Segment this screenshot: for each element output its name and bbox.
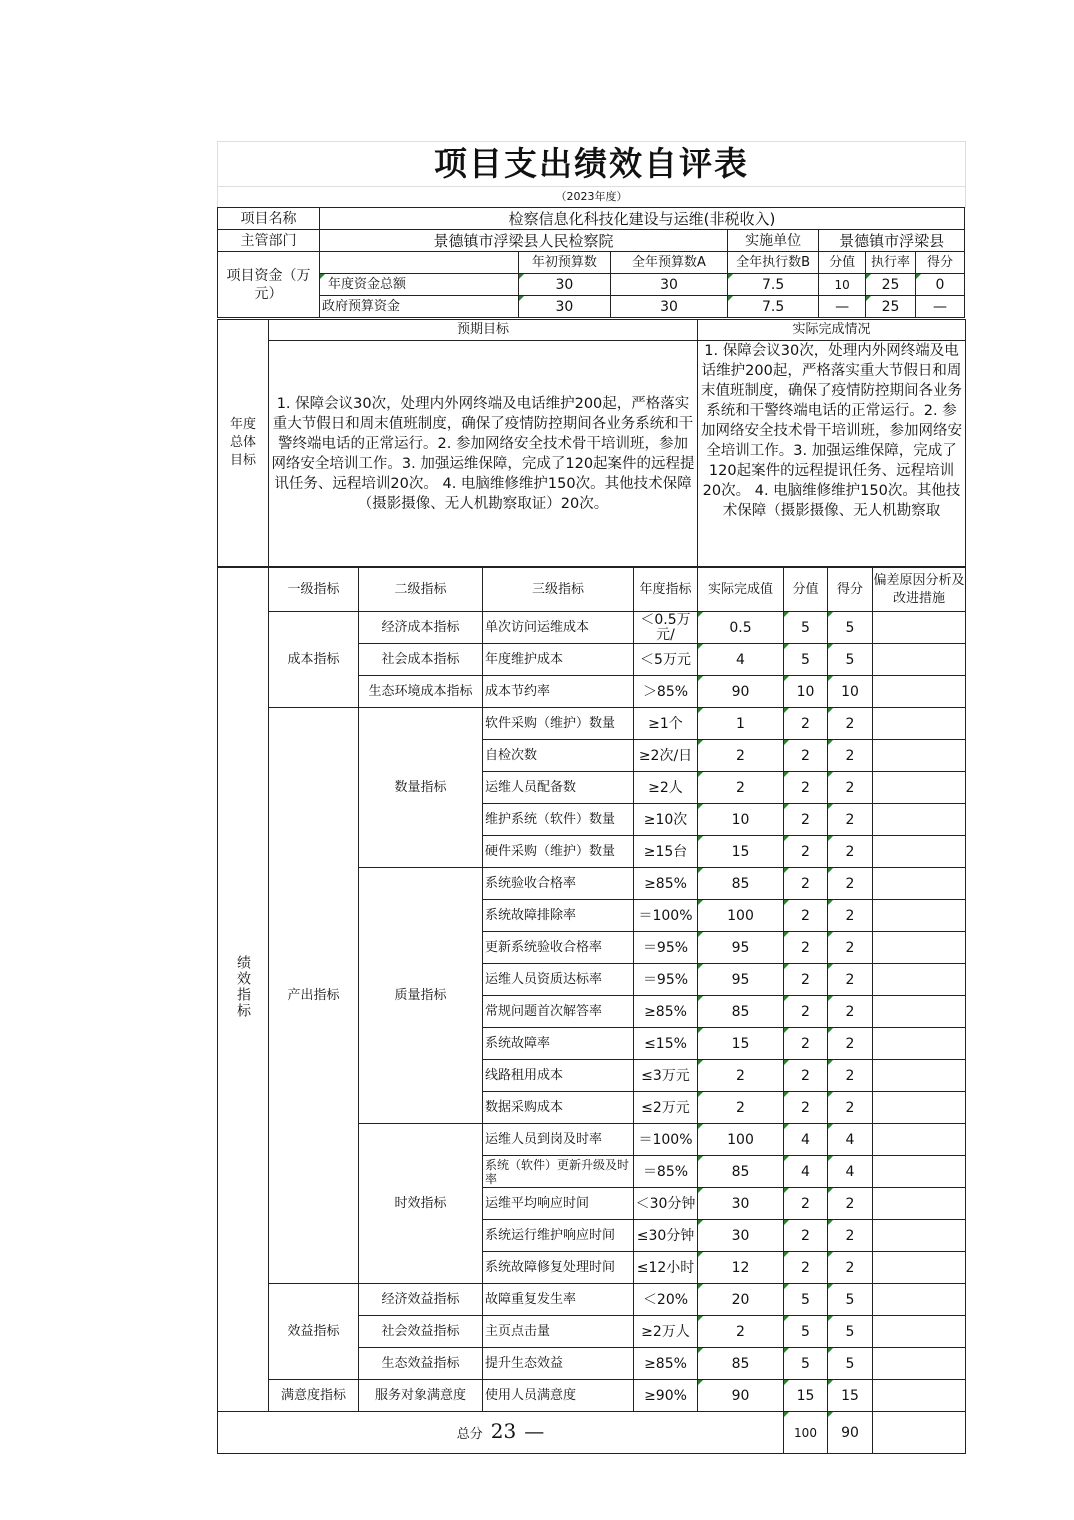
actual-value: 85 — [698, 1156, 784, 1188]
level3-indicator: 系统验收合格率 — [483, 868, 634, 900]
actual-text: 1. 保障会议30次，处理内外网终端及电话维护200起，严格落实重大节假日和周末值班制度，确保了疫情防控期间各业务系统和干警终端电话的正常运行。2. 参加网络安全技术骨干培训班，参加网络安全培训工作。3. 加强运维保障，完成了120起案件的远程提讯任务、远程培训20次。 4. 电脑维修维护150次。其他技术保障（摄影摄像、无人机勘察取 — [698, 341, 966, 567]
annual-target-text: ≥15台 — [643, 844, 688, 860]
score: 5 — [828, 644, 873, 676]
level1-indicator: 效益指标 — [269, 1284, 359, 1380]
funds-executed: 7.5 — [727, 274, 818, 296]
deviation-analysis — [873, 1380, 966, 1412]
funds-header-annual: 全年预算数A — [611, 252, 728, 274]
score: 2 — [828, 1188, 873, 1220]
actual-value: 95 — [698, 932, 784, 964]
actual-header: 实际完成情况 — [698, 320, 966, 341]
indicator-row — [218, 1284, 966, 1316]
indicator-header: 三级指标 — [483, 568, 634, 612]
score-value: 5 — [784, 1284, 828, 1316]
funds-header-score-value: 分值 — [819, 252, 866, 274]
deviation-analysis — [873, 1220, 966, 1252]
annual-target — [634, 1092, 698, 1124]
deviation-analysis — [873, 1188, 966, 1220]
level2-indicator: 经济成本指标 — [359, 612, 483, 644]
level2-indicator: 数量指标 — [359, 708, 483, 868]
actual-value: 2 — [698, 1060, 784, 1092]
level2-indicator: 质量指标 — [359, 868, 483, 1124]
level2-indicator: 时效指标 — [359, 1124, 483, 1284]
score: 4 — [828, 1124, 873, 1156]
annual-target — [634, 1124, 698, 1156]
score-value: 5 — [784, 644, 828, 676]
score: 2 — [828, 772, 873, 804]
level1-indicator: 产出指标 — [269, 708, 359, 1284]
dept-label: 主管部门 — [218, 230, 320, 252]
funds-executed: 7.5 — [727, 296, 818, 318]
annual-target-text: ＜0.5万元/ — [640, 612, 691, 643]
annual-target-text: ＜30分钟 — [635, 1196, 696, 1212]
level3-indicator: 数据采购成本 — [483, 1092, 634, 1124]
annual-target — [634, 1028, 698, 1060]
actual-value: 15 — [698, 836, 784, 868]
score-value: 2 — [784, 996, 828, 1028]
annual-target — [634, 1060, 698, 1092]
level3-indicator: 系统故障率 — [483, 1028, 634, 1060]
score-value: 2 — [784, 900, 828, 932]
funds-score: — — [915, 296, 964, 318]
score-value: 2 — [784, 1028, 828, 1060]
level2-indicator: 服务对象满意度 — [359, 1380, 483, 1412]
score: 2 — [828, 900, 873, 932]
actual-value: 20 — [698, 1284, 784, 1316]
annual-target — [634, 900, 698, 932]
deviation-analysis — [873, 836, 966, 868]
indicator-header: 二级指标 — [359, 568, 483, 612]
level3-indicator: 运维平均响应时间 — [483, 1188, 634, 1220]
project-name: 检察信息化科技化建设与运维(非税收入) — [319, 208, 964, 230]
actual-value: 2 — [698, 772, 784, 804]
level3-indicator: 维护系统（软件）数量 — [483, 804, 634, 836]
indicator-header: 年度指标 — [634, 568, 698, 612]
deviation-analysis — [873, 1156, 966, 1188]
annual-target-text: ＞85% — [642, 684, 689, 700]
annual-target-text: ≤3万元 — [641, 1068, 690, 1084]
annual-target-text: ＜20% — [642, 1292, 689, 1308]
impl-label: 实施单位 — [727, 230, 818, 252]
level3-indicator: 硬件采购（维护）数量 — [483, 836, 634, 868]
actual-value: 85 — [698, 1348, 784, 1380]
level3-indicator: 系统运行维护响应时间 — [483, 1220, 634, 1252]
score: 4 — [828, 1156, 873, 1188]
level2-indicator: 社会成本指标 — [359, 644, 483, 676]
actual-value: 30 — [698, 1220, 784, 1252]
annual-target-text: ＜5万元 — [640, 652, 691, 668]
level3-indicator: 运维人员配备数 — [483, 772, 634, 804]
annual-target-text: ≥85% — [644, 1004, 687, 1020]
deviation-analysis — [873, 644, 966, 676]
title-block — [217, 141, 966, 208]
deviation-analysis — [873, 932, 966, 964]
annual-target — [634, 964, 698, 996]
score: 2 — [828, 964, 873, 996]
annual-target — [634, 1188, 698, 1220]
level2-indicator: 生态环境成本指标 — [359, 676, 483, 708]
score: 2 — [828, 1060, 873, 1092]
annual-target-text: ≤2万元 — [641, 1100, 690, 1116]
score-value: 5 — [784, 1348, 828, 1380]
funds-rate: 25 — [866, 296, 916, 318]
score-value: 15 — [784, 1380, 828, 1412]
score-value: 2 — [784, 1060, 828, 1092]
actual-value: 85 — [698, 996, 784, 1028]
annual-target-text: ≥85% — [644, 876, 687, 892]
level3-indicator: 年度维护成本 — [483, 644, 634, 676]
project-name-label: 项目名称 — [218, 208, 320, 230]
funds-row-name: 政府预算资金 — [319, 296, 518, 318]
expected-text: 1. 保障会议30次，处理内外网终端及电话维护200起，严格落实重大节假日和周末值班制度，确保了疫情防控期间各业务系统和干警终端电话的正常运行。2. 参加网络安全技术骨干培训班，参加网络安全培训工作。3. 加强运维保障，完成了120起案件的远程提讯任务、远程培训20次。 4. 电脑维修维护150次。其他技术保障（摄影摄像、无人机勘察取证）20次。 — [269, 341, 698, 567]
annual-target-text: ＝95% — [642, 972, 689, 988]
annual-target-text: ≤12小时 — [636, 1260, 695, 1276]
score: 2 — [828, 1092, 873, 1124]
funds-initial: 30 — [518, 274, 610, 296]
annual-target — [634, 708, 698, 740]
funds-header-executed: 全年执行数B — [727, 252, 818, 274]
annual-target — [634, 740, 698, 772]
score-value: 2 — [784, 740, 828, 772]
deviation-analysis — [873, 1348, 966, 1380]
deviation-analysis — [873, 900, 966, 932]
deviation-analysis — [873, 1252, 966, 1284]
level3-indicator: 故障重复发生率 — [483, 1284, 634, 1316]
score: 10 — [828, 676, 873, 708]
score-value: 2 — [784, 1092, 828, 1124]
annual-target — [634, 644, 698, 676]
annual-target-text: ＝100% — [638, 1132, 693, 1148]
annual-target-text: ＝85% — [642, 1164, 689, 1180]
actual-value: 4 — [698, 644, 784, 676]
page-title: 项目支出绩效自评表 — [434, 144, 749, 183]
annual-target — [634, 804, 698, 836]
score: 5 — [828, 1316, 873, 1348]
score-value: 2 — [784, 868, 828, 900]
actual-value: 15 — [698, 1028, 784, 1060]
annual-target-text: ＝100% — [638, 908, 693, 924]
page-number: 23 — [490, 1418, 517, 1443]
score-value: 2 — [784, 708, 828, 740]
funds-rate: 25 — [866, 274, 916, 296]
actual-value: 10 — [698, 804, 784, 836]
level1-indicator: 满意度指标 — [269, 1380, 359, 1412]
level3-indicator: 提升生态效益 — [483, 1348, 634, 1380]
annual-target — [634, 836, 698, 868]
deviation-analysis — [873, 676, 966, 708]
score-value: 2 — [784, 804, 828, 836]
score: 5 — [828, 1284, 873, 1316]
level2-indicator: 经济效益指标 — [359, 1284, 483, 1316]
score-value: 2 — [784, 836, 828, 868]
actual-value: 90 — [698, 1380, 784, 1412]
actual-value: 2 — [698, 740, 784, 772]
deviation-analysis — [873, 804, 966, 836]
deviation-analysis — [873, 1124, 966, 1156]
annual-target-text: ≥10次 — [643, 812, 688, 828]
level3-indicator: 线路租用成本 — [483, 1060, 634, 1092]
level2-indicator: 生态效益指标 — [359, 1348, 483, 1380]
level3-indicator: 自检次数 — [483, 740, 634, 772]
indicator-row — [218, 1380, 966, 1412]
funds-label: 项目资金（万元） — [218, 252, 320, 318]
annual-target — [634, 932, 698, 964]
score-value: 10 — [784, 676, 828, 708]
level3-indicator: 主页点击量 — [483, 1316, 634, 1348]
annual-target-text: ≥1个 — [648, 716, 683, 732]
score: 2 — [828, 836, 873, 868]
actual-value: 95 — [698, 964, 784, 996]
level3-indicator: 使用人员满意度 — [483, 1380, 634, 1412]
info-table — [217, 207, 965, 318]
annual-target-text: ≥90% — [644, 1388, 687, 1404]
goals-table — [217, 319, 966, 567]
score: 5 — [828, 1348, 873, 1380]
year-label: （2023年度） — [218, 186, 965, 205]
funds-row — [218, 296, 965, 318]
goals-label: 年度总体目标 — [218, 320, 269, 567]
level3-indicator: 系统（软件）更新升级及时率 — [483, 1156, 634, 1188]
score: 2 — [828, 932, 873, 964]
annual-target — [634, 1284, 698, 1316]
score: 2 — [828, 1028, 873, 1060]
level1-indicator: 成本指标 — [269, 612, 359, 708]
annual-target — [634, 612, 698, 644]
score: 2 — [828, 996, 873, 1028]
annual-target — [634, 1252, 698, 1284]
score-value: 4 — [784, 1156, 828, 1188]
funds-row — [218, 274, 965, 296]
funds-score-value: — — [819, 296, 866, 318]
impl-value: 景德镇市浮梁县 — [819, 230, 965, 252]
score: 2 — [828, 708, 873, 740]
score: 2 — [828, 740, 873, 772]
score-value: 2 — [784, 1188, 828, 1220]
annual-target-text: ≤30分钟 — [636, 1228, 695, 1244]
score-value: 2 — [784, 1220, 828, 1252]
annual-target-text: ＝95% — [642, 940, 689, 956]
score: 2 — [828, 804, 873, 836]
indicator-header: 分值 — [784, 568, 828, 612]
score-value: 2 — [784, 964, 828, 996]
expected-header: 预期目标 — [269, 320, 698, 341]
level3-indicator: 系统故障排除率 — [483, 900, 634, 932]
level3-indicator: 运维人员资质达标率 — [483, 964, 634, 996]
deviation-analysis — [873, 1092, 966, 1124]
actual-value: 1 — [698, 708, 784, 740]
funds-annual: 30 — [611, 296, 728, 318]
score-value: 4 — [784, 1124, 828, 1156]
level3-indicator: 运维人员到岗及时率 — [483, 1124, 634, 1156]
deviation-analysis — [873, 708, 966, 740]
score: 5 — [828, 612, 873, 644]
score-value: 5 — [784, 1316, 828, 1348]
score-value: 5 — [784, 612, 828, 644]
indicators-section-text: 绩效指标 — [235, 955, 251, 1019]
actual-value: 2 — [698, 1316, 784, 1348]
annual-target-text: ≥85% — [644, 1356, 687, 1372]
score: 2 — [828, 1220, 873, 1252]
deviation-analysis — [873, 1316, 966, 1348]
funds-initial: 30 — [518, 296, 610, 318]
annual-target-text: ≤15% — [644, 1036, 687, 1052]
annual-target — [634, 772, 698, 804]
indicator-row — [218, 708, 966, 740]
funds-annual: 30 — [611, 274, 728, 296]
score: 2 — [828, 1252, 873, 1284]
funds-header-rate: 执行率 — [866, 252, 916, 274]
total-label: 总分 — [456, 1426, 483, 1442]
funds-header-blank — [319, 252, 518, 274]
level3-indicator: 系统故障修复处理时间 — [483, 1252, 634, 1284]
level3-indicator: 更新系统验收合格率 — [483, 932, 634, 964]
level3-indicator: 单次访问运维成本 — [483, 612, 634, 644]
annual-target-text: ≥2人 — [648, 780, 683, 796]
score: 15 — [828, 1380, 873, 1412]
annual-target-text: ≥2次/日 — [638, 748, 693, 764]
actual-value: 0.5 — [698, 612, 784, 644]
level3-indicator: 成本节约率 — [483, 676, 634, 708]
level3-indicator: 软件采购（维护）数量 — [483, 708, 634, 740]
actual-value: 85 — [698, 868, 784, 900]
score-value: 2 — [784, 932, 828, 964]
deviation-analysis — [873, 612, 966, 644]
total-label-cell — [218, 1412, 784, 1454]
deviation-analysis — [873, 1060, 966, 1092]
indicator-row — [218, 612, 966, 644]
total-value: 100 — [784, 1412, 828, 1454]
level2-indicator: 社会效益指标 — [359, 1316, 483, 1348]
actual-value: 100 — [698, 900, 784, 932]
deviation-analysis — [873, 964, 966, 996]
annual-target — [634, 996, 698, 1028]
actual-value: 90 — [698, 676, 784, 708]
annual-target — [634, 1156, 698, 1188]
annual-target — [634, 1316, 698, 1348]
deviation-analysis — [873, 1284, 966, 1316]
indicators-section-label — [218, 568, 269, 1412]
actual-value: 100 — [698, 1124, 784, 1156]
funds-score-value: 10 — [819, 274, 866, 296]
deviation-analysis — [873, 740, 966, 772]
deviation-analysis — [873, 772, 966, 804]
annual-target-text: ≥2万人 — [641, 1324, 690, 1340]
score-value: 2 — [784, 1252, 828, 1284]
indicator-header: 偏差原因分析及改进措施 — [873, 568, 966, 612]
indicators-table — [217, 567, 966, 1454]
actual-value: 2 — [698, 1092, 784, 1124]
deviation-analysis — [873, 996, 966, 1028]
annual-target — [634, 1380, 698, 1412]
annual-target — [634, 1220, 698, 1252]
indicator-header: 实际完成值 — [698, 568, 784, 612]
deviation-analysis — [873, 1028, 966, 1060]
indicator-header: 得分 — [828, 568, 873, 612]
total-row — [218, 1412, 966, 1454]
indicator-header: 一级指标 — [269, 568, 359, 612]
dept-value: 景德镇市浮梁县人民检察院 — [319, 230, 727, 252]
annual-target — [634, 868, 698, 900]
score-value: 2 — [784, 772, 828, 804]
funds-header-score: 得分 — [915, 252, 964, 274]
annual-target — [634, 1348, 698, 1380]
annual-target — [634, 676, 698, 708]
funds-score: 0 — [915, 274, 964, 296]
level3-indicator: 常规问题首次解答率 — [483, 996, 634, 1028]
actual-value: 12 — [698, 1252, 784, 1284]
page-dash: — — [524, 1418, 545, 1443]
total-deviation — [873, 1412, 966, 1454]
funds-row-name: 年度资金总额 — [319, 274, 518, 296]
score: 2 — [828, 868, 873, 900]
actual-value: 30 — [698, 1188, 784, 1220]
funds-header-initial: 年初预算数 — [518, 252, 610, 274]
total-score: 90 — [828, 1412, 873, 1454]
deviation-analysis — [873, 868, 966, 900]
